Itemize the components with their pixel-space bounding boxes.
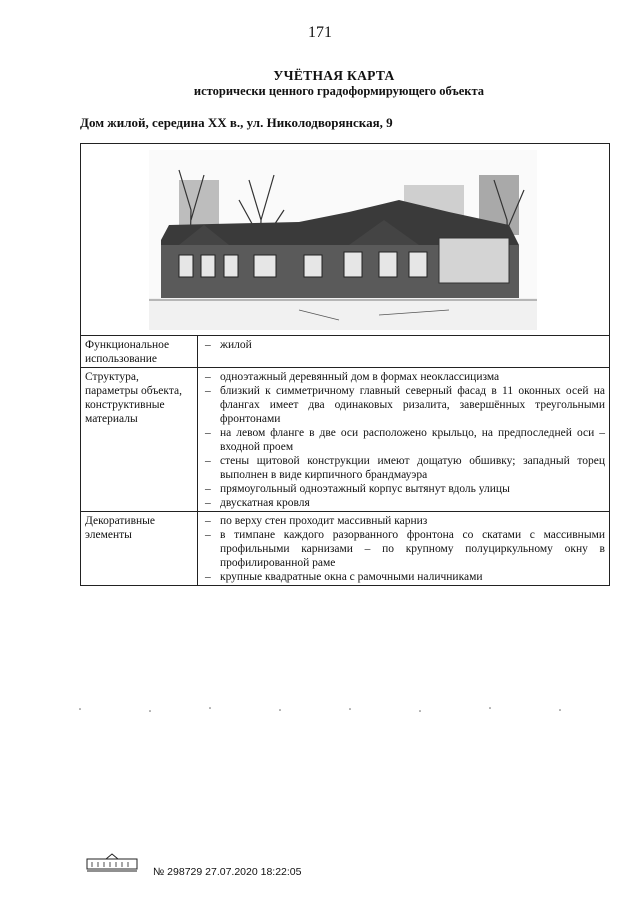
table-row bbox=[81, 336, 609, 368]
registry-stamp bbox=[86, 853, 138, 873]
row-content bbox=[198, 512, 610, 586]
list-item: – стены щитовой конструкции имеют дощатую обшивку; западный торец выполнен в виде кирпичного брандмауэра bbox=[202, 454, 605, 482]
table-row bbox=[81, 512, 609, 586]
page-number: 171 bbox=[308, 24, 332, 41]
list-item: – одноэтажный деревянный дом в формах неоклассицизма bbox=[202, 370, 605, 384]
row-label: Декоративные элементы bbox=[81, 512, 198, 586]
record-card bbox=[80, 143, 610, 586]
list-item: – по верху стен проходит массивный карниз bbox=[202, 514, 605, 528]
object-heading: Дом жилой, середина XX в., ул. Николодворянская, 9 bbox=[80, 115, 393, 130]
document-title: УЧЁТНАЯ КАРТА bbox=[273, 68, 395, 83]
photo-cell bbox=[81, 144, 609, 336]
list-item: – в тимпане каждого разорванного фронтона со скатами с массивными профильными карнизами – по крупному полуциркульному окну в профилированной раме bbox=[202, 528, 605, 570]
list-item: – крупные квадратные окна с рамочными наличниками bbox=[202, 570, 605, 584]
row-content bbox=[198, 368, 610, 512]
list-item: – двускатная кровля bbox=[202, 496, 605, 510]
list-item: – на левом фланге в две оси расположено крыльцо, на предпоследней оси – входной проем bbox=[202, 426, 605, 454]
row-label: Функциональное использование bbox=[81, 336, 198, 368]
list-item: – прямоугольный одноэтажный корпус вытянут вдоль улицы bbox=[202, 482, 605, 496]
list-item: – жилой bbox=[202, 338, 605, 352]
list-item: – близкий к симметричному главный северный фасад в 11 оконных осей на флангах имеет два одинаковых ризалита, завершённых треугольными фронтонами bbox=[202, 384, 605, 426]
table-row bbox=[81, 368, 609, 512]
building-photo bbox=[149, 150, 537, 330]
info-table bbox=[81, 336, 609, 585]
document-subtitle: исторически ценного градоформирующего объекта bbox=[193, 84, 485, 98]
registration-footer: № 298729 27.07.2020 18:22:05 bbox=[153, 866, 302, 878]
row-content bbox=[198, 336, 610, 368]
row-label: Структура, параметры объекта, конструктивные материалы bbox=[81, 368, 198, 512]
scan-speckle bbox=[70, 705, 610, 715]
